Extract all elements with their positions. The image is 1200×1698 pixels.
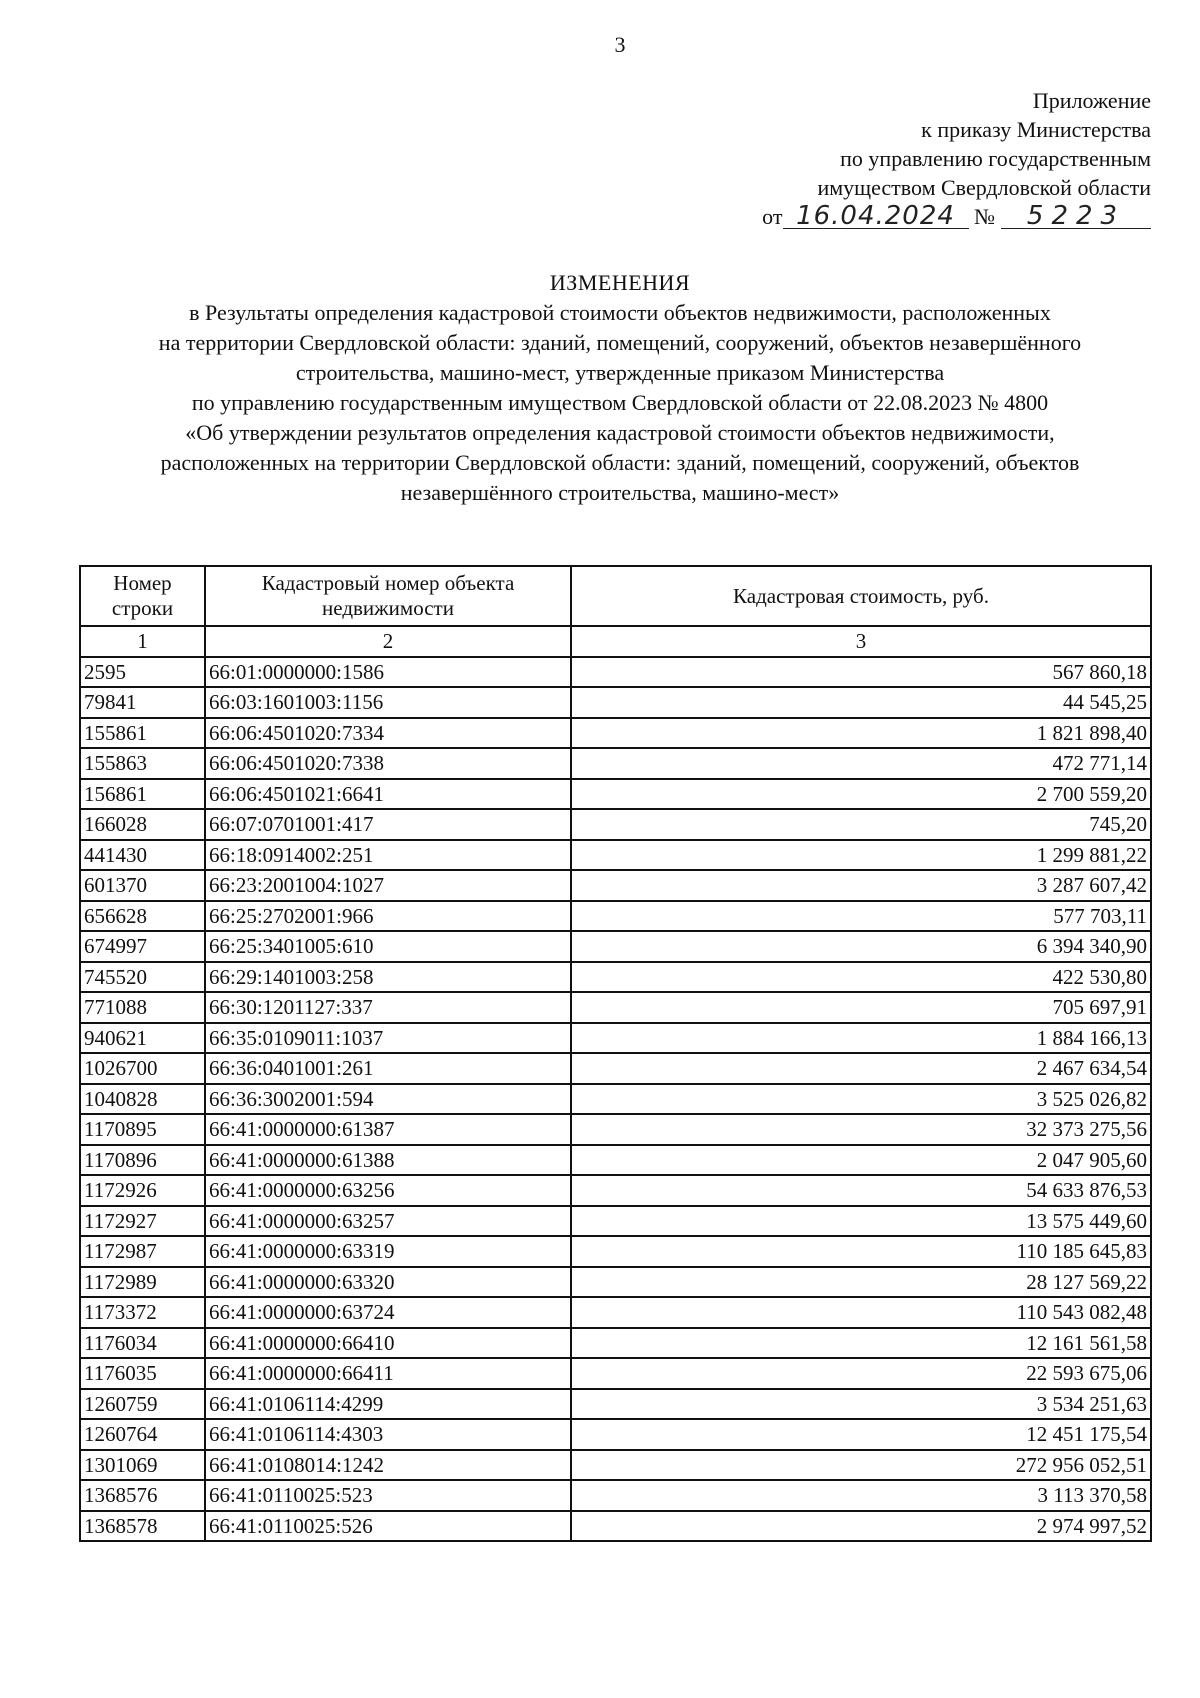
cell-cadastral-number: 66:07:0701001:417 <box>205 809 571 840</box>
cell-cadastral-value: 44 545,25 <box>571 687 1151 718</box>
column-index: 1 <box>80 626 205 657</box>
handwritten-date: 16.04.2024 <box>783 204 969 229</box>
table-row <box>80 657 1151 688</box>
heading-line: незавершённого строительства, машино-мест» <box>400 480 840 505</box>
cell-row-number: 940621 <box>80 1023 205 1054</box>
cell-row-number: 1260764 <box>80 1419 205 1450</box>
cell-cadastral-number: 66:18:0914002:251 <box>205 840 571 871</box>
cell-cadastral-number: 66:41:0000000:63257 <box>205 1206 571 1237</box>
table-row <box>80 1419 1151 1450</box>
cell-cadastral-value: 1 821 898,40 <box>571 718 1151 749</box>
table-row <box>80 748 1151 779</box>
cell-cadastral-value: 12 451 175,54 <box>571 1419 1151 1450</box>
cell-row-number: 1026700 <box>80 1053 205 1084</box>
cell-cadastral-value: 110 185 645,83 <box>571 1236 1151 1267</box>
column-index: 3 <box>571 626 1151 657</box>
cell-cadastral-value: 110 543 082,48 <box>571 1297 1151 1328</box>
cell-cadastral-number: 66:36:0401001:261 <box>205 1053 571 1084</box>
column-header-cadastral-number <box>205 566 571 626</box>
table-row <box>80 1389 1151 1420</box>
column-index: 2 <box>205 626 571 657</box>
cell-cadastral-value: 2 974 997,52 <box>571 1511 1151 1542</box>
cell-row-number: 166028 <box>80 809 205 840</box>
annex-line: Приложение <box>1032 88 1151 113</box>
cell-cadastral-value: 6 394 340,90 <box>571 931 1151 962</box>
header-text: Кадастровый номер объекта <box>261 571 515 595</box>
table-row <box>80 840 1151 871</box>
cell-cadastral-number: 66:41:0106114:4303 <box>205 1419 571 1450</box>
table-row <box>80 718 1151 749</box>
cell-row-number: 1172926 <box>80 1175 205 1206</box>
heading-line: «Об утверждении результатов определения кадастровой стоимости объектов недвижимости, <box>185 420 1055 445</box>
number-prefix: № <box>974 204 995 229</box>
table-row <box>80 687 1151 718</box>
cell-cadastral-number: 66:41:0000000:66410 <box>205 1328 571 1359</box>
table-row <box>80 1450 1151 1481</box>
table-row <box>80 1114 1151 1145</box>
cell-row-number: 1172927 <box>80 1206 205 1237</box>
cell-row-number: 155861 <box>80 718 205 749</box>
heading-line: в Результаты определения кадастровой стоимости объектов недвижимости, расположенных <box>189 300 1051 325</box>
cell-cadastral-value: 272 956 052,51 <box>571 1450 1151 1481</box>
cell-cadastral-number: 66:06:4501020:7338 <box>205 748 571 779</box>
annex-line: по управлению государственным <box>840 146 1151 171</box>
header-text: строки <box>111 596 174 620</box>
table-row <box>80 1480 1151 1511</box>
table-row <box>80 931 1151 962</box>
heading-line: строительства, машино-мест, утвержденные приказом Министерства <box>295 360 945 385</box>
cell-row-number: 1172987 <box>80 1236 205 1267</box>
column-header-row-number <box>80 566 205 626</box>
cell-cadastral-value: 2 700 559,20 <box>571 779 1151 810</box>
cell-row-number: 441430 <box>80 840 205 871</box>
cell-row-number: 1172989 <box>80 1267 205 1298</box>
annex-line: к приказу Министерства <box>921 117 1151 142</box>
page-number: 3 <box>614 32 626 57</box>
cell-row-number: 156861 <box>80 779 205 810</box>
table-body <box>80 657 1151 1542</box>
cell-row-number: 601370 <box>80 870 205 901</box>
cell-cadastral-number: 66:25:3401005:610 <box>205 931 571 962</box>
table-row <box>80 1236 1151 1267</box>
table-row <box>80 870 1151 901</box>
date-prefix: от <box>762 204 783 229</box>
cell-row-number: 1170896 <box>80 1145 205 1176</box>
cell-cadastral-number: 66:41:0106114:4299 <box>205 1389 571 1420</box>
annex-block <box>762 86 1151 231</box>
cell-cadastral-number: 66:03:1601003:1156 <box>205 687 571 718</box>
cell-cadastral-value: 1 299 881,22 <box>571 840 1151 871</box>
cell-cadastral-value: 3 525 026,82 <box>571 1084 1151 1115</box>
cell-row-number: 1040828 <box>80 1084 205 1115</box>
cell-row-number: 1173372 <box>80 1297 205 1328</box>
column-index-row <box>80 626 1151 657</box>
column-header-cadastral-value: Кадастровая стоимость, руб. <box>571 566 1151 626</box>
cell-row-number: 1176034 <box>80 1328 205 1359</box>
cell-cadastral-number: 66:41:0000000:63724 <box>205 1297 571 1328</box>
cell-row-number: 79841 <box>80 687 205 718</box>
cell-cadastral-value: 54 633 876,53 <box>571 1175 1151 1206</box>
cell-row-number: 1301069 <box>80 1450 205 1481</box>
cell-cadastral-value: 1 884 166,13 <box>571 1023 1151 1054</box>
cell-cadastral-value: 422 530,80 <box>571 962 1151 993</box>
cell-cadastral-number: 66:41:0110025:523 <box>205 1480 571 1511</box>
cell-cadastral-number: 66:01:0000000:1586 <box>205 657 571 688</box>
table-row <box>80 809 1151 840</box>
table-row <box>80 1328 1151 1359</box>
cell-cadastral-number: 66:25:2702001:966 <box>205 901 571 932</box>
cell-cadastral-number: 66:23:2001004:1027 <box>205 870 571 901</box>
cell-cadastral-number: 66:41:0000000:63319 <box>205 1236 571 1267</box>
cell-cadastral-value: 3 534 251,63 <box>571 1389 1151 1420</box>
cell-row-number: 1368578 <box>80 1511 205 1542</box>
table-header-row <box>80 566 1151 626</box>
cell-cadastral-value: 22 593 675,06 <box>571 1358 1151 1389</box>
cell-cadastral-number: 66:41:0110025:526 <box>205 1511 571 1542</box>
cell-row-number: 1176035 <box>80 1358 205 1389</box>
cell-cadastral-value: 745,20 <box>571 809 1151 840</box>
cell-cadastral-value: 13 575 449,60 <box>571 1206 1151 1237</box>
annex-line: имуществом Свердловской области <box>817 175 1151 200</box>
cell-cadastral-number: 66:41:0000000:66411 <box>205 1358 571 1389</box>
table-row <box>80 1084 1151 1115</box>
cell-cadastral-value: 2 467 634,54 <box>571 1053 1151 1084</box>
table-row <box>80 1175 1151 1206</box>
table-row <box>80 992 1151 1023</box>
cell-row-number: 745520 <box>80 962 205 993</box>
cell-row-number: 1260759 <box>80 1389 205 1420</box>
cell-cadastral-number: 66:41:0000000:63320 <box>205 1267 571 1298</box>
cadastral-value-table <box>79 565 1152 1542</box>
cell-row-number: 2595 <box>80 657 205 688</box>
heading-line: на территории Свердловской области: зданий, помещений, сооружений, объектов незавершённого <box>158 330 1082 355</box>
cell-cadastral-number: 66:41:0108014:1242 <box>205 1450 571 1481</box>
cell-row-number: 1368576 <box>80 1480 205 1511</box>
cell-cadastral-value: 577 703,11 <box>571 901 1151 932</box>
cell-cadastral-number: 66:41:0000000:61388 <box>205 1145 571 1176</box>
cell-cadastral-number: 66:41:0000000:61387 <box>205 1114 571 1145</box>
table-row <box>80 1023 1151 1054</box>
cell-row-number: 771088 <box>80 992 205 1023</box>
heading-line: по управлению государственным имуществом Свердловской области от 22.08.2023 № 4800 <box>191 390 1049 415</box>
table-row <box>80 1267 1151 1298</box>
table-row <box>80 1206 1151 1237</box>
table-row <box>80 901 1151 932</box>
cell-cadastral-number: 66:30:1201127:337 <box>205 992 571 1023</box>
cell-cadastral-number: 66:06:4501020:7334 <box>205 718 571 749</box>
cell-cadastral-value: 705 697,91 <box>571 992 1151 1023</box>
document-title: ИЗМЕНЕНИЯ <box>549 270 691 295</box>
cell-cadastral-value: 3 113 370,58 <box>571 1480 1151 1511</box>
document-heading <box>0 268 1200 508</box>
cell-cadastral-number: 66:36:3002001:594 <box>205 1084 571 1115</box>
cell-cadastral-value: 472 771,14 <box>571 748 1151 779</box>
table-row <box>80 1145 1151 1176</box>
header-text: недвижимости <box>322 596 454 620</box>
table-row <box>80 1511 1151 1542</box>
cell-cadastral-value: 32 373 275,56 <box>571 1114 1151 1145</box>
cell-cadastral-value: 28 127 569,22 <box>571 1267 1151 1298</box>
cell-row-number: 674997 <box>80 931 205 962</box>
order-date-line <box>762 202 1151 231</box>
table-row <box>80 1297 1151 1328</box>
table-row <box>80 779 1151 810</box>
table-row <box>80 1358 1151 1389</box>
cell-cadastral-value: 2 047 905,60 <box>571 1145 1151 1176</box>
cell-cadastral-value: 12 161 561,58 <box>571 1328 1151 1359</box>
cell-cadastral-value: 567 860,18 <box>571 657 1151 688</box>
table-row <box>80 1053 1151 1084</box>
cell-cadastral-value: 3 287 607,42 <box>571 870 1151 901</box>
cell-cadastral-number: 66:06:4501021:6641 <box>205 779 571 810</box>
cell-cadastral-number: 66:29:1401003:258 <box>205 962 571 993</box>
heading-line: расположенных на территории Свердловской области: зданий, помещений, сооружений, объектов <box>160 450 1080 475</box>
cell-row-number: 1170895 <box>80 1114 205 1145</box>
cell-row-number: 155863 <box>80 748 205 779</box>
table-row <box>80 962 1151 993</box>
handwritten-order-number: 5223 <box>1001 204 1151 229</box>
cell-row-number: 656628 <box>80 901 205 932</box>
cell-cadastral-number: 66:41:0000000:63256 <box>205 1175 571 1206</box>
header-text: Номер <box>113 571 172 595</box>
cell-cadastral-number: 66:35:0109011:1037 <box>205 1023 571 1054</box>
